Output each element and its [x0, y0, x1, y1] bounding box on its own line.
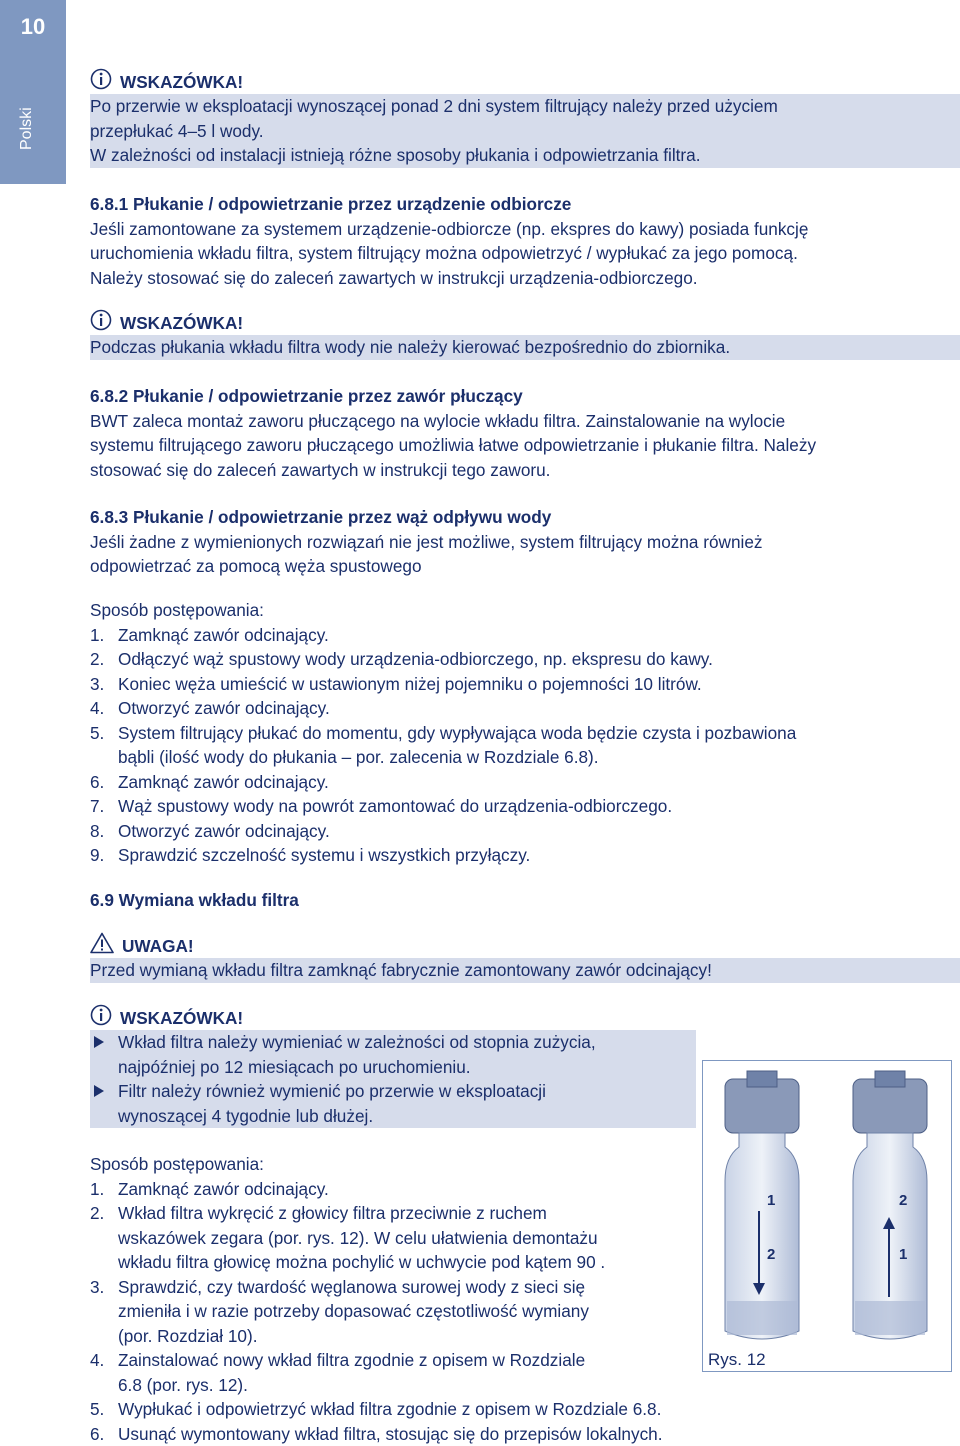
- note-3: [90, 1006, 696, 1128]
- step-list: [90, 623, 796, 868]
- list-item: 4. Otworzyć zawór odcinający.: [90, 696, 796, 721]
- warning-title: UWAGA!: [90, 934, 960, 958]
- section-6-8-3: [90, 505, 762, 579]
- paragraph-line: BWT zaleca montaż zaworu płuczącego na wylocie wkładu filtra. Zainstalowanie na wylocie: [90, 409, 816, 434]
- bullet-triangle-icon: [94, 1036, 104, 1048]
- info-icon: [90, 1004, 112, 1032]
- note-1: [90, 70, 960, 168]
- warning-icon: [90, 932, 114, 960]
- paragraph-line: uruchomienia wkładu filtra, system filtrujący można odpowietrzyć / wypłukać za jego pomocą.: [90, 241, 808, 266]
- list-item: 5. Wypłukać i odpowietrzyć wkład filtra zgodnie z opisem w Rozdziale 6.8.: [90, 1397, 663, 1422]
- note-1-line: Po przerwie w eksploatacji wynoszącej ponad 2 dni system filtrujący należy przed użyciem: [90, 94, 960, 119]
- paragraph-line: Należy stosować się do zaleceń zawartych w instrukcji urządzenia-odbiorczego.: [90, 266, 808, 291]
- list-item: 7. Wąż spustowy wody na powrót zamontować do urządzenia-odbiorczego.: [90, 794, 796, 819]
- section-6-9-heading: 6.9 Wymiana wkładu filtra: [90, 888, 299, 913]
- paragraph-line: Jeśli żadne z wymienionych rozwiązań nie jest możliwe, system filtrujący można również: [90, 530, 762, 555]
- filter-cartridge-right: [853, 1071, 927, 1339]
- warning-box: [90, 934, 960, 983]
- list-item: 6. Usunąć wymontowany wkład filtra, stosując się do przepisów lokalnych.: [90, 1422, 663, 1446]
- section-heading: 6.8.2 Płukanie / odpowietrzanie przez zawór płuczący: [90, 384, 816, 409]
- list-item: 2. Wkład filtra wykręcić z głowicy filtra przeciwnie z ruchem wskazówek zegara (por. rys. 12). W celu ułatwienia demontażu wkładu filtra głowicę można pochylić w uchwycie pod kątem 90 .: [90, 1201, 663, 1275]
- list-item: 4. Zainstalować nowy wkład filtra zgodnie z opisem w Rozdziale 6.8 (por. rys. 12).: [90, 1348, 663, 1397]
- info-icon: [90, 68, 112, 96]
- figure-label: 1: [767, 1192, 775, 1209]
- info-icon: [90, 309, 112, 337]
- list-item: 1. Zamknąć zawór odcinający.: [90, 623, 796, 648]
- paragraph-line: odpowietrzać za pomocą węża spustowego: [90, 554, 762, 579]
- paragraph-line: stosować się do zaleceń zawartych w instrukcji tego zaworu.: [90, 458, 816, 483]
- note-1-line: W zależności od instalacji istnieją różne sposoby płukania i odpowietrzania filtra.: [90, 143, 960, 168]
- note-1-line: przepłukać 4–5 l wody.: [90, 119, 960, 144]
- paragraph-line: Jeśli zamontowane za systemem urządzenie-odbiorcze (np. ekspres do kawy) posiada funkcję: [90, 217, 808, 242]
- figure-caption: Rys. 12: [708, 1350, 766, 1370]
- bullet-triangle-icon: [94, 1085, 104, 1097]
- procedure-label: Sposób postępowania:: [90, 598, 796, 623]
- note-2-body: Podczas płukania wkładu filtra wody nie należy kierować bezpośrednio do zbiornika.: [90, 335, 960, 360]
- filter-cartridge-left: [725, 1071, 799, 1339]
- figure-label: 2: [767, 1246, 775, 1263]
- filter-figure: [702, 1060, 952, 1372]
- section-6-8-1: [90, 192, 808, 290]
- section-6-8-2: [90, 384, 816, 482]
- note-3-title: WSKAZÓWKA!: [90, 1006, 696, 1030]
- figure-label: 1: [899, 1246, 907, 1263]
- step-list: [90, 1177, 663, 1446]
- section-heading: 6.8.1 Płukanie / odpowietrzanie przez urządzenie odbiorcze: [90, 192, 808, 217]
- procedure-1: [90, 598, 796, 868]
- figure-label: 2: [899, 1192, 907, 1209]
- procedure-label: Sposób postępowania:: [90, 1152, 663, 1177]
- list-item: 3. Koniec węża umieścić w ustawionym niżej pojemniku o pojemności 10 litrów.: [90, 672, 796, 697]
- list-item: Wkład filtra należy wymieniać w zależności od stopnia zużycia, najpóźniej po 12 miesiącach po uruchomieniu.: [90, 1030, 696, 1079]
- list-item: 9. Sprawdzić szczelność systemu i wszystkich przyłączy.: [90, 843, 796, 868]
- warning-body: Przed wymianą wkładu filtra zamknąć fabrycznie zamontowany zawór odcinający!: [90, 958, 960, 983]
- note-2: [90, 311, 960, 360]
- procedure-2: [90, 1152, 663, 1446]
- note-1-title: WSKAZÓWKA!: [90, 70, 960, 94]
- paragraph-line: systemu filtrującego zaworu płuczącego umożliwia łatwe odpowietrzanie i płukanie filtra. Należy: [90, 433, 816, 458]
- page-number: 10: [0, 14, 66, 40]
- section-heading: 6.8.3 Płukanie / odpowietrzanie przez wąż odpływu wody: [90, 505, 762, 530]
- language-label: Polski: [18, 107, 36, 150]
- list-item: 6. Zamknąć zawór odcinający.: [90, 770, 796, 795]
- list-item: 5. System filtrujący płukać do momentu, gdy wypływająca woda będzie czysta i pozbawiona bąbli (ilość wody do płukania – por. zalecenia w Rozdziale 6.8).: [90, 721, 796, 770]
- list-item: Filtr należy również wymienić po przerwie w eksploatacji wynoszącej 4 tygodnie lub dłużej.: [90, 1079, 696, 1128]
- list-item: 2. Odłączyć wąż spustowy wody urządzenia-odbiorczego, np. ekspresu do kawy.: [90, 647, 796, 672]
- list-item: 8. Otworzyć zawór odcinający.: [90, 819, 796, 844]
- list-item: 1. Zamknąć zawór odcinający.: [90, 1177, 663, 1202]
- note-2-title: WSKAZÓWKA!: [90, 311, 960, 335]
- note-3-list: [90, 1030, 696, 1128]
- note-1-body: [90, 94, 960, 168]
- list-item: 3. Sprawdzić, czy twardość węglanowa surowej wody z sieci się zmieniła i w razie potrzeby dopasować częstotliwość wymiany (por. Rozdział 10).: [90, 1275, 663, 1349]
